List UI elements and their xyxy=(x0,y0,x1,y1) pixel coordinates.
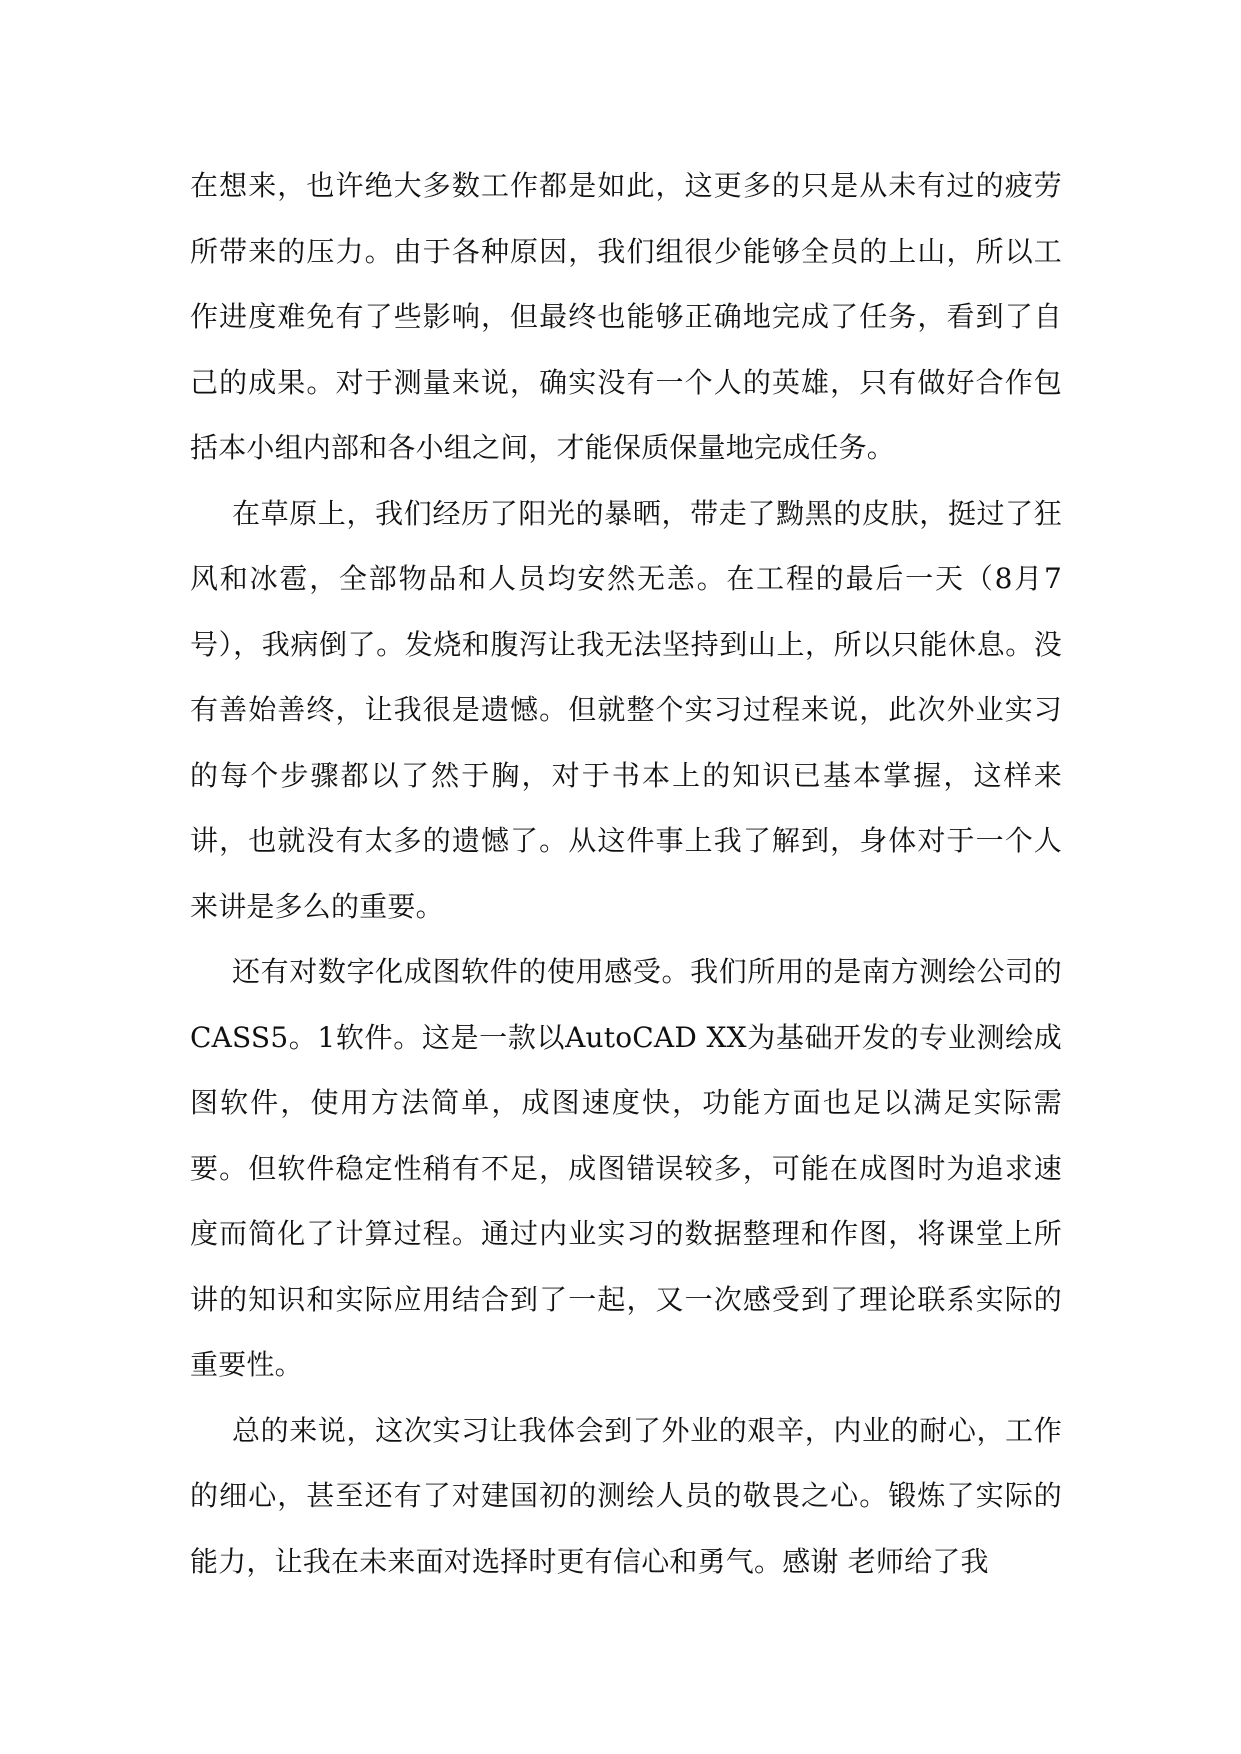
paragraph-1: 在想来，也许绝大多数工作都是如此，这更多的只是从未有过的疲劳所带来的压力。由于各种原因，我们组很少能够全员的上山，所以工作进度难免有了些影响，但最终也能够正确地完成了任务，看到了自己的成果。对于测量来说，确实没有一个人的英雄，只有做好合作包括本小组内部和各小组之间，才能保质保量地完成任务。 xyxy=(190,169,1062,464)
paragraph-2: 在草原上，我们经历了阳光的暴晒，带走了黝黑的皮肤，挺过了狂风和冰雹，全部物品和人员均安然无恙。在工程的最后一天（8月7号），我病倒了。发烧和腹泻让我无法坚持到山上，所以只能休息。没有善始善终，让我很是遗憾。但就整个实习过程来说，此次外业实习的每个步骤都以了然于胸，对于书本上的知识已基本掌握，这样来讲，也就没有太多的遗憾了。从这件事上我了解到，身体对于一个人来讲是多么的重要。 xyxy=(190,496,1062,923)
paragraph-3: 还有对数字化成图软件的使用感受。我们所用的是南方测绘公司的CASS5。1软件。这是一款以AutoCAD XX为基础开发的专业测绘成图软件，使用方法简单，成图速度快，功能方面也足以满足实际需要。但软件稳定性稍有不足，成图错误较多，可能在成图时为追求速度而简化了计算过程。通过内业实习的数据整理和作图，将课堂上所讲的知识和实际应用结合到了一起，又一次感受到了理论联系实际的重要性。 xyxy=(190,955,1062,1381)
document-body xyxy=(190,153,1062,1594)
paragraph-4: 总的来说，这次实习让我体会到了外业的艰辛，内业的耐心，工作的细心，甚至还有了对建国初的测绘人员的敬畏之心。锻炼了实际的能力，让我在未来面对选择时更有信心和勇气。感谢 老师给了我 xyxy=(190,1413,1062,1578)
